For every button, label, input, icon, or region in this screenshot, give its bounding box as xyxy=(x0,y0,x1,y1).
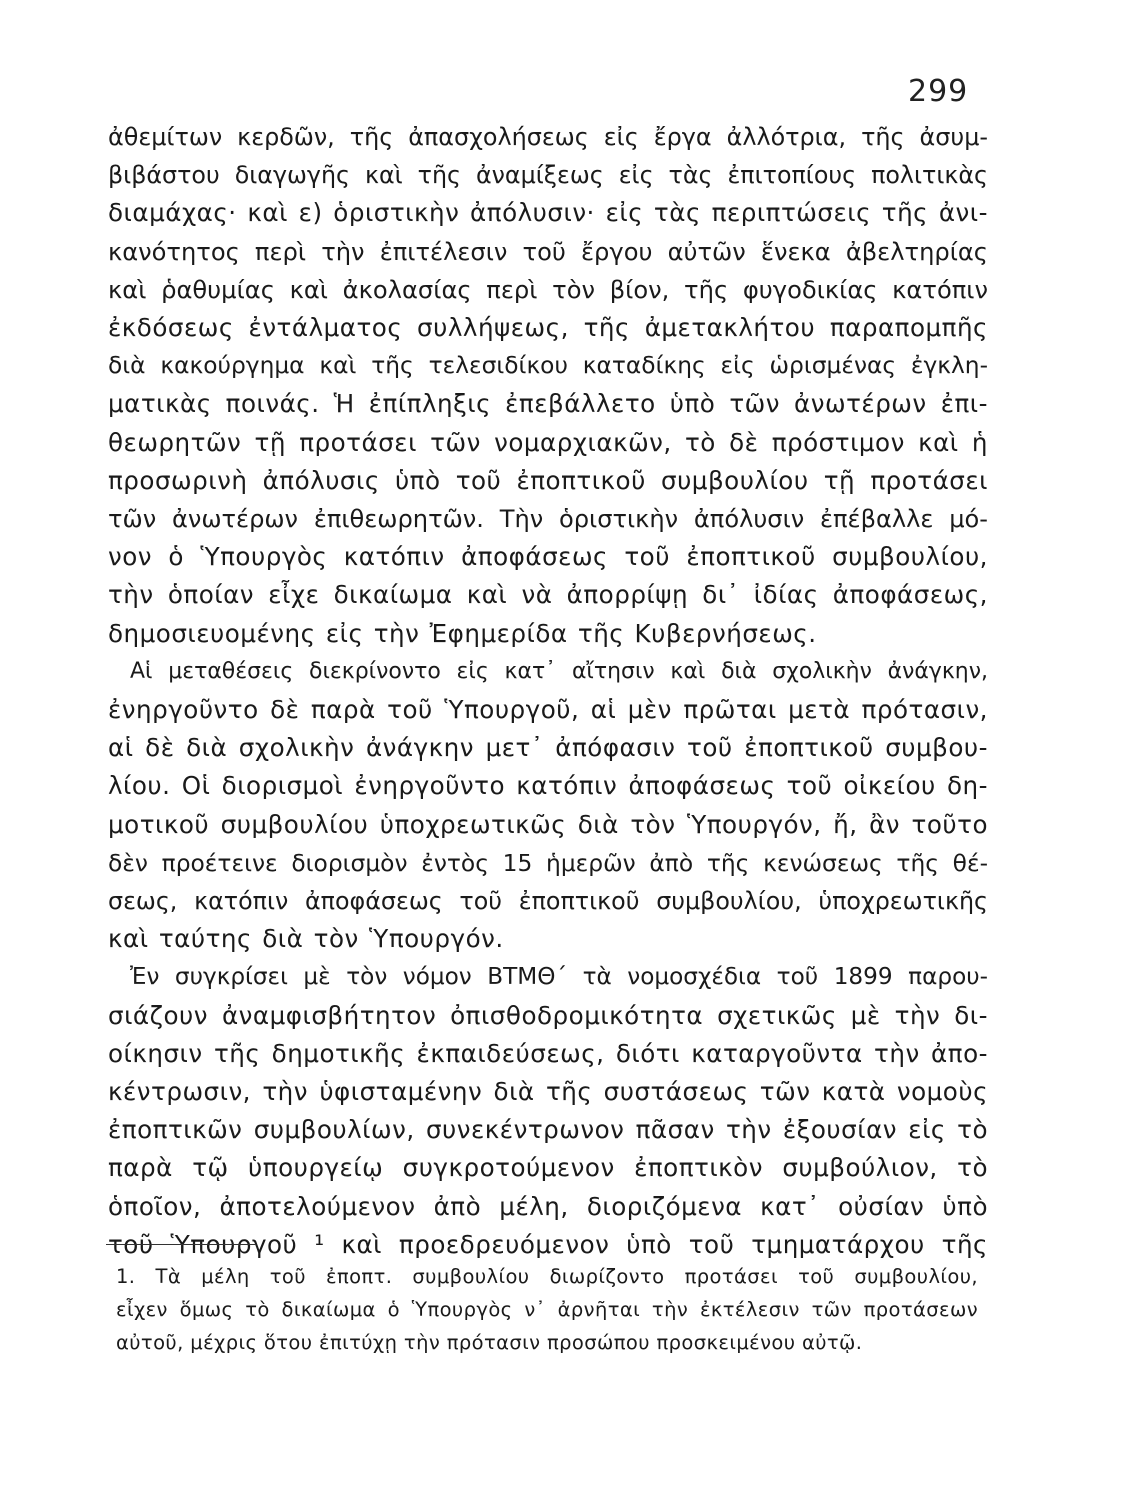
footnote-line: εἶχεν ὅμως τὸ δικαίωμα ὁ Ὑπουργὸς ν᾽ ἀρνῆται τὴν ἐκτέλεσιν τῶν προτάσεων xyxy=(116,1298,978,1321)
text-line: θεωρητῶν τῇ προτάσει τῶν νομαρχιακῶν, τὸ δὲ πρόστιμον καὶ ἡ xyxy=(108,427,988,457)
text-line: δὲν προέτεινε διορισμὸν ἐντὸς 15 ἡμερῶν ἀπὸ τῆς κενώσεως τῆς θέ- xyxy=(108,848,988,877)
text-line: κέντρωσιν, τὴν ὑφισταμένην διὰ τῆς συστάσεως τῶν κατὰ νομοὺς xyxy=(108,1077,988,1107)
text-line: παρὰ τῷ ὑπουργείῳ συγκροτούμενον ἐποπτικὸν συμβούλιον, τὸ xyxy=(108,1153,988,1183)
text-line: τῶν ἀνωτέρων ἐπιθεωρητῶν. Τὴν ὁριστικὴν ἀπόλυσιν ἐπέβαλλε μό- xyxy=(108,505,988,534)
text-line: ματικὰς ποινάς. Ἡ ἐπίπληξις ἐπεβάλλετο ὑπὸ τῶν ἀνωτέρων ἐπι- xyxy=(108,389,988,419)
text-line: λίου. Οἱ διορισμοὶ ἐνηργοῦντο κατόπιν ἀποφάσεως τοῦ οἰκείου δη- xyxy=(108,771,988,801)
text-line: σιάζουν ἀναμφισβήτητον ὀπισθοδρομικότητα σχετικῶς μὲ τὴν δι- xyxy=(108,1000,988,1030)
text-line: ἀθεμίτων κερδῶν, τῆς ἀπασχολήσεως εἰς ἔργα ἀλλότρια, τῆς ἀσυμ- xyxy=(108,123,988,151)
text-line: νον ὁ Ὑπουργὸς κατόπιν ἀποφάσεως τοῦ ἐποπτικοῦ συμβουλίου, xyxy=(108,542,988,572)
page-number: 299 xyxy=(908,74,969,109)
text-line: διὰ κακούργημα καὶ τῆς τελεσιδίκου καταδίκης εἰς ὡρισμένας ἐγκλη- xyxy=(108,352,988,380)
text-line: οίκησιν τῆς δημοτικῆς ἐκπαιδεύσεως, διότι καταργοῦντα τὴν ἀπο- xyxy=(108,1038,988,1068)
text-line: ἐποπτικῶν συμβουλίων, συνεκέντρωνον πᾶσαν τὴν ἐξουσίαν εἰς τὸ xyxy=(108,1115,988,1145)
text-line: ἐνηργοῦντο δὲ παρὰ τοῦ Ὑπουργοῦ, αἱ μὲν πρῶται μετὰ πρότασιν, xyxy=(108,695,988,725)
text-line: κανότητος περὶ τὴν ἐπιτέλεσιν τοῦ ἔργου αὐτῶν ἕνεκα ἀβελτηρίας xyxy=(108,237,988,266)
text-line: διαμάχας· καὶ ε) ὁριστικὴν ἀπόλυσιν· εἰς τὰς περιπτώσεις τῆς ἀνι- xyxy=(108,198,988,228)
text-line: καὶ ῥαθυμίας καὶ ἀκολασίας περὶ τὸν βίον, τῆς φυγοδικίας κατόπιν xyxy=(108,275,988,304)
footnote xyxy=(116,1260,978,1359)
text-line: τὴν ὁποίαν εἶχε δικαίωμα καὶ νὰ ἀπορρίψῃ δι᾽ ἰδίας ἀποφάσεως, xyxy=(108,580,988,610)
text-line: Ἐν συγκρίσει μὲ τὸν νόμον ΒΤΜΘ΄ τὰ νομοσχέδια τοῦ 1899 παρου- xyxy=(130,963,988,991)
text-line: τοῦ Ὑπουργοῦ ¹ καὶ προεδρευόμενον ὑπὸ τοῦ τμηματάρχου τῆς xyxy=(108,1229,988,1259)
body-text xyxy=(108,118,988,1264)
text-line: ὁποῖον, ἀποτελούμενον ἀπὸ μέλη, διοριζόμενα κατ᾽ οὐσίαν ὑπὸ xyxy=(108,1191,988,1221)
text-line: ἐκδόσεως ἐντάλματος συλλήψεως, τῆς ἀμετακλήτου παραπομπῆς xyxy=(108,313,988,343)
text-line: σεως, κατόπιν ἀποφάσεως τοῦ ἐποπτικοῦ συμβουλίου, ὑποχρεωτικῆς xyxy=(108,887,988,916)
text-line: προσωρινὴ ἀπόλυσις ὑπὸ τοῦ ἐποπτικοῦ συμβουλίου τῇ προτάσει xyxy=(108,465,988,495)
text-line: Αἱ μεταθέσεις διεκρίνοντο εἰς κατ᾽ αἴτησιν καὶ διὰ σχολικὴν ἀνάγκην, xyxy=(130,658,988,684)
text-line: αἱ δὲ διὰ σχολικὴν ἀνάγκην μετ᾽ ἀπόφασιν τοῦ ἐποπτικοῦ συμβου- xyxy=(108,733,988,763)
text-line: μοτικοῦ συμβουλίου ὑποχρεωτικῶς διὰ τὸν Ὑπουργόν, ἤ, ἂν τοῦτο xyxy=(108,809,988,839)
text-line: καὶ ταύτης διὰ τὸν Ὑπουργόν. xyxy=(108,924,504,954)
footnote-line: αὐτοῦ, μέχρις ὅτου ἐπιτύχῃ τὴν πρότασιν προσώπου προσκειμένου αὐτῷ. xyxy=(116,1331,863,1354)
footnote-line: 1. Τὰ μέλη τοῦ ἐποπτ. συμβουλίου διωρίζοντο προτάσει τοῦ συμβουλίου, xyxy=(116,1265,978,1288)
text-line: βιβάστου διαγωγῆς καὶ τῆς ἀναμίξεως εἰς τὰς ἐπιτοπίους πολιτικὰς xyxy=(108,161,988,190)
footnote-separator xyxy=(106,1244,256,1245)
text-line: δημοσιευομένης εἰς τὴν Ἐφημερίδα τῆς Κυβερνήσεως. xyxy=(108,618,817,648)
